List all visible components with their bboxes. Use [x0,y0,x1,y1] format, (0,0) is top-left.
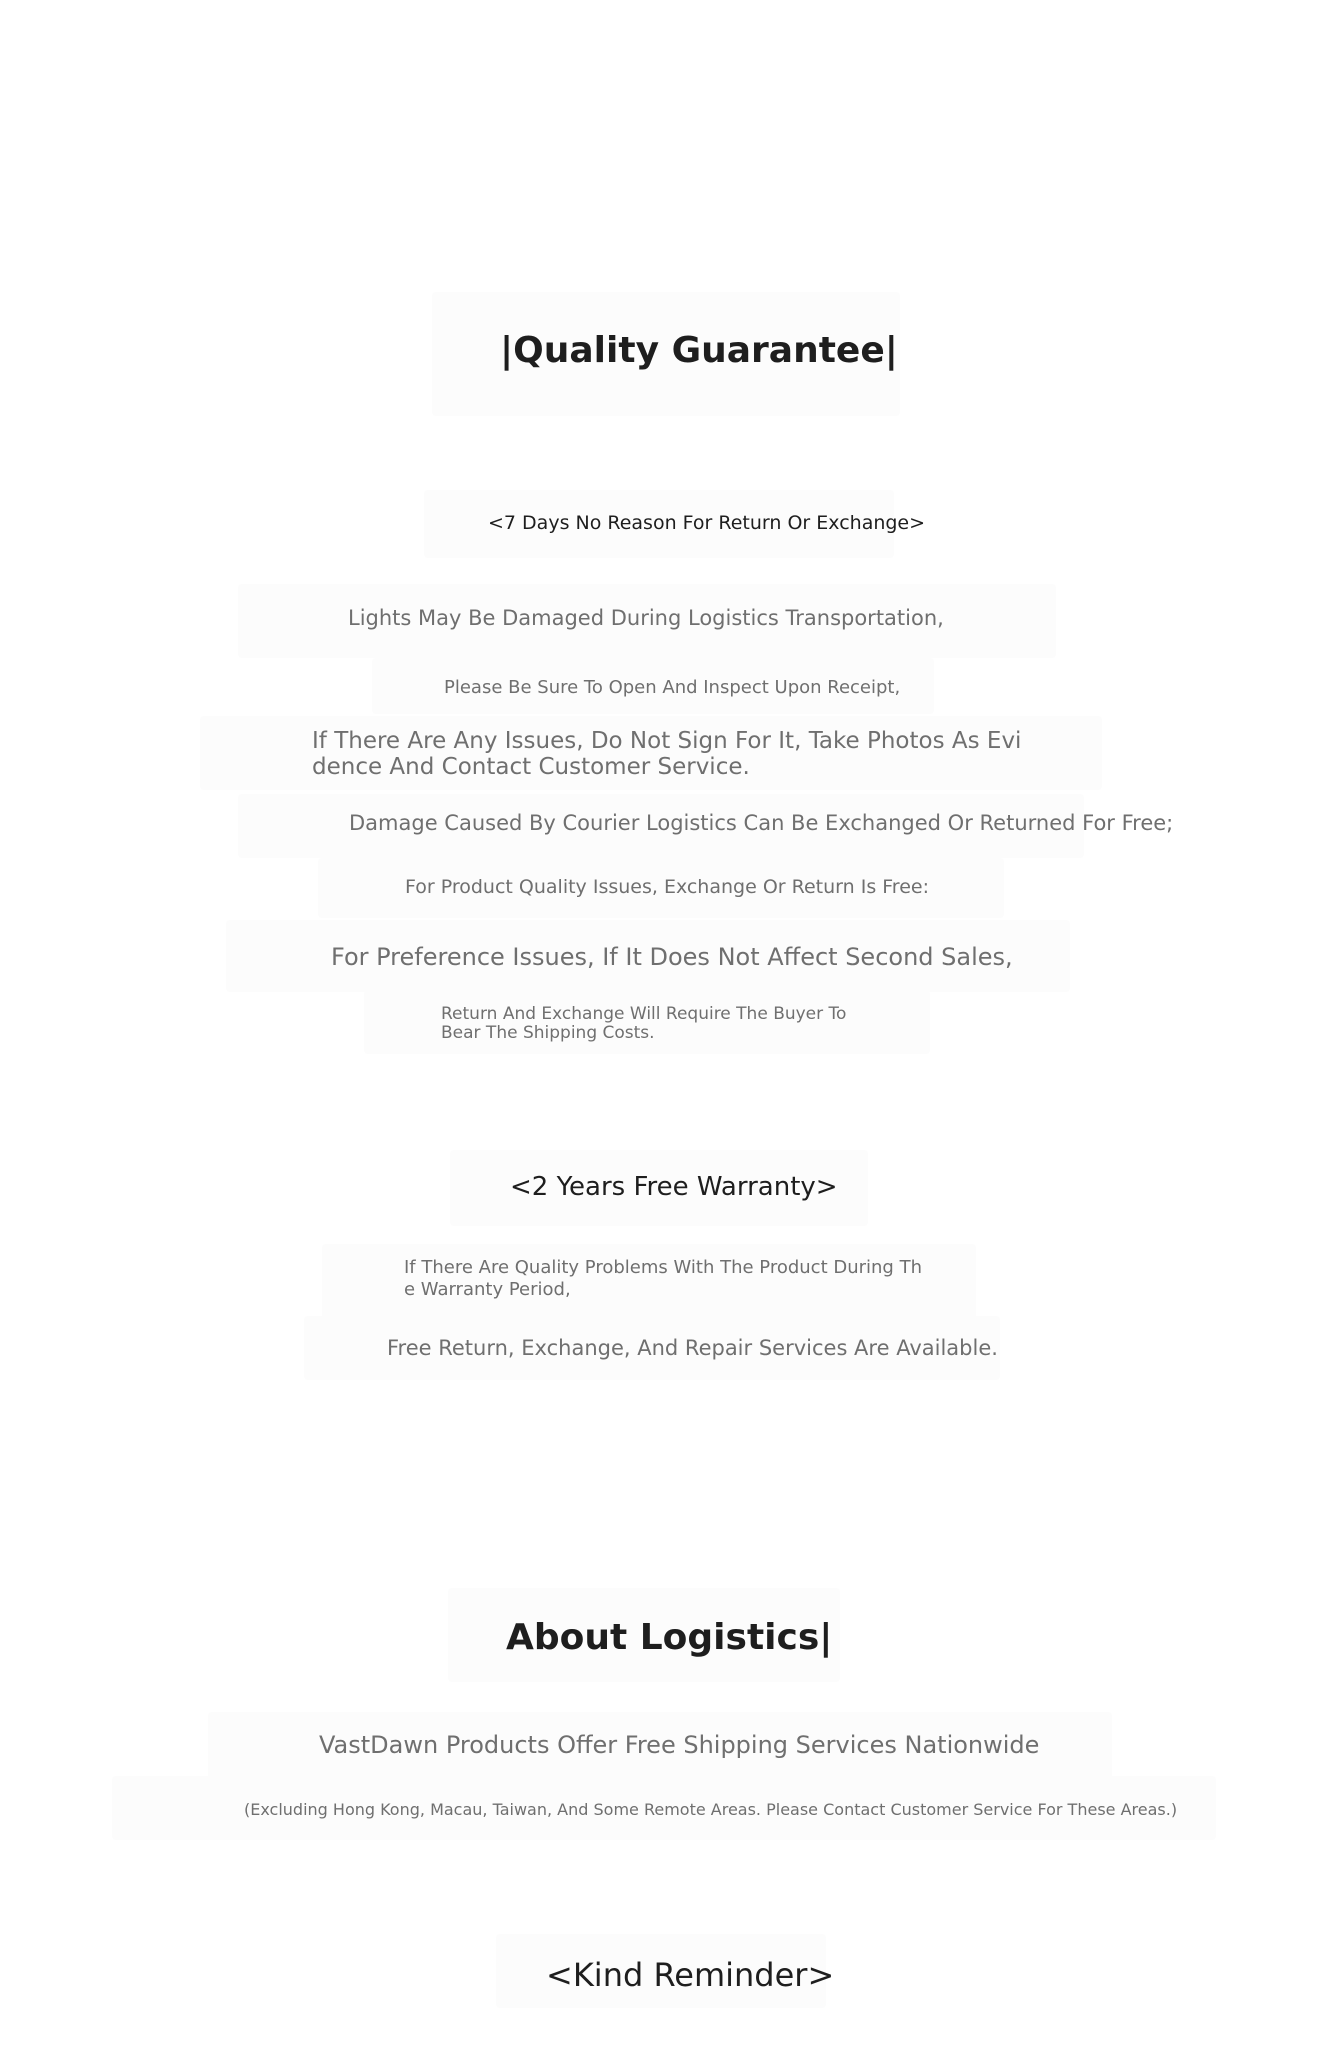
warranty-heading: <2 Years Free Warranty> [510,1172,838,1202]
quality-line-preference: For Preference Issues, If It Does Not Affect Second Sales, [331,943,1013,971]
logistics-line-free-shipping: VastDawn Products Offer Free Shipping Services Nationwide [319,1731,1040,1759]
quality-line-shipping-2: Bear The Shipping Costs. [441,1023,655,1043]
quality-line-issues-1: If There Are Any Issues, Do Not Sign For It, Take Photos As Evi [312,728,1022,754]
logistics-title: About Logistics| [506,1617,833,1658]
warranty-line-problems-1: If There Are Quality Problems With The Product During Th [404,1257,922,1278]
warranty-line-services: Free Return, Exchange, And Repair Services Are Available. [387,1336,998,1360]
warranty-line-problems-2: e Warranty Period, [404,1279,571,1300]
logistics-line-excluding: (Excluding Hong Kong, Macau, Taiwan, And Some Remote Areas. Please Contact Customer Service For These Areas.) [244,1800,1178,1819]
quality-title: |Quality Guarantee| [500,330,898,371]
quality-line-damage: Lights May Be Damaged During Logistics Transportation, [348,606,944,630]
quality-line-inspect: Please Be Sure To Open And Inspect Upon Receipt, [444,677,901,698]
quality-line-courier: Damage Caused By Courier Logistics Can Be Exchanged Or Returned For Free; [349,811,1174,835]
quality-line-shipping-1: Return And Exchange Will Require The Buyer To [441,1004,847,1024]
quality-line-issues-2: dence And Contact Customer Service. [312,754,750,780]
reminder-heading: <Kind Reminder> [546,1956,835,1994]
return-exchange-heading: <7 Days No Reason For Return Or Exchange> [488,512,926,534]
quality-line-product: For Product Quality Issues, Exchange Or Return Is Free: [405,876,929,898]
